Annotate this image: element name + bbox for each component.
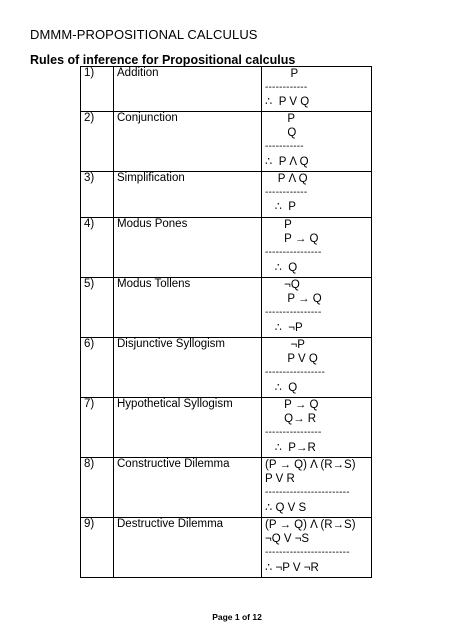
- rule-form: [262, 218, 372, 278]
- rule-form-line: ∴ Q: [265, 261, 298, 274]
- rule-number: 7): [81, 398, 114, 458]
- rule-name: Simplification: [114, 172, 262, 218]
- rule-row: [81, 218, 372, 278]
- rule-number: 9): [81, 518, 114, 578]
- rule-row: [81, 398, 372, 458]
- rule-form-line: P: [265, 68, 299, 80]
- rule-form-line: P V R: [265, 473, 295, 486]
- rule-row: [81, 112, 372, 172]
- rule-row: [81, 278, 372, 338]
- document-header: DMMM-PROPOSITIONAL CALCULUS: [30, 27, 258, 42]
- rule-separator: ----------------: [265, 247, 322, 259]
- rule-separator: ------------------------: [265, 547, 350, 559]
- rule-form-line: ∴ ¬P: [265, 321, 303, 334]
- rule-form-line: Q: [265, 127, 297, 140]
- rule-form: [262, 67, 372, 112]
- rule-form-line: ¬Q: [265, 279, 300, 291]
- rule-name: Disjunctive Syllogism: [114, 338, 262, 398]
- rule-name: Modus Pones: [114, 218, 262, 278]
- rule-form: [262, 278, 372, 338]
- rule-separator: -----------------: [265, 367, 326, 379]
- rule-separator: ----------------: [265, 427, 322, 439]
- rule-form-line: ∴ P V Q: [265, 96, 310, 109]
- rule-row: [81, 518, 372, 578]
- rules-table: [80, 66, 372, 578]
- rule-number: 1): [81, 67, 114, 112]
- rule-name: Hypothetical Syllogism: [114, 398, 262, 458]
- rule-form: [262, 458, 372, 518]
- rule-name: Destructive Dilemma: [114, 518, 262, 578]
- rule-separator: ----------------: [265, 307, 322, 319]
- rule-form-line: ¬Q V ¬S: [265, 533, 310, 546]
- rule-form-line: P Λ Q: [265, 173, 308, 185]
- rule-row: [81, 338, 372, 398]
- rule-number: 8): [81, 458, 114, 518]
- rule-number: 3): [81, 172, 114, 218]
- rule-form: [262, 518, 372, 578]
- rule-form-line: (P → Q) Λ (R→S): [265, 519, 356, 531]
- page-footer: Page 1 of 12: [212, 612, 262, 622]
- rule-name: Modus Tollens: [114, 278, 262, 338]
- rule-separator: -----------: [265, 141, 304, 153]
- rule-form-line: ∴ P Λ Q: [265, 155, 309, 168]
- rules-table-body: [81, 67, 372, 578]
- rule-form-line: ∴ ¬P V ¬R: [265, 561, 319, 574]
- rule-row: [81, 458, 372, 518]
- rule-form-line: P → Q: [265, 399, 319, 411]
- section-title: Rules of inference for Propositional calculus: [30, 53, 296, 67]
- rule-form-line: (P → Q) Λ (R→S): [265, 459, 356, 471]
- rule-form-line: ∴ Q: [265, 381, 298, 394]
- rule-form-line: ∴ P→R: [265, 441, 316, 454]
- rule-form: [262, 112, 372, 172]
- rule-number: 4): [81, 218, 114, 278]
- rule-form-line: Q→ R: [265, 413, 317, 426]
- rule-form-line: P → Q: [265, 293, 322, 306]
- rule-form: [262, 338, 372, 398]
- rule-form-line: ∴ P: [265, 201, 296, 214]
- rule-form-line: P → Q: [265, 233, 319, 246]
- rule-form-line: P: [265, 113, 296, 125]
- rule-form-line: ∴ Q V S: [265, 501, 307, 514]
- rule-row: [81, 172, 372, 218]
- rule-number: 6): [81, 338, 114, 398]
- rule-form-line: P: [265, 219, 292, 231]
- rule-name: Addition: [114, 67, 262, 112]
- rule-row: [81, 67, 372, 112]
- rule-number: 2): [81, 112, 114, 172]
- rule-name: Conjunction: [114, 112, 262, 172]
- rule-form-line: P V Q: [265, 353, 318, 366]
- rule-separator: ------------: [265, 82, 308, 94]
- rule-form: [262, 398, 372, 458]
- rule-separator: ------------------------: [265, 487, 350, 499]
- rule-form: [262, 172, 372, 218]
- rule-form-line: ¬P: [265, 339, 305, 351]
- rule-separator: ------------: [265, 187, 308, 199]
- rule-name: Constructive Dilemma: [114, 458, 262, 518]
- rule-number: 5): [81, 278, 114, 338]
